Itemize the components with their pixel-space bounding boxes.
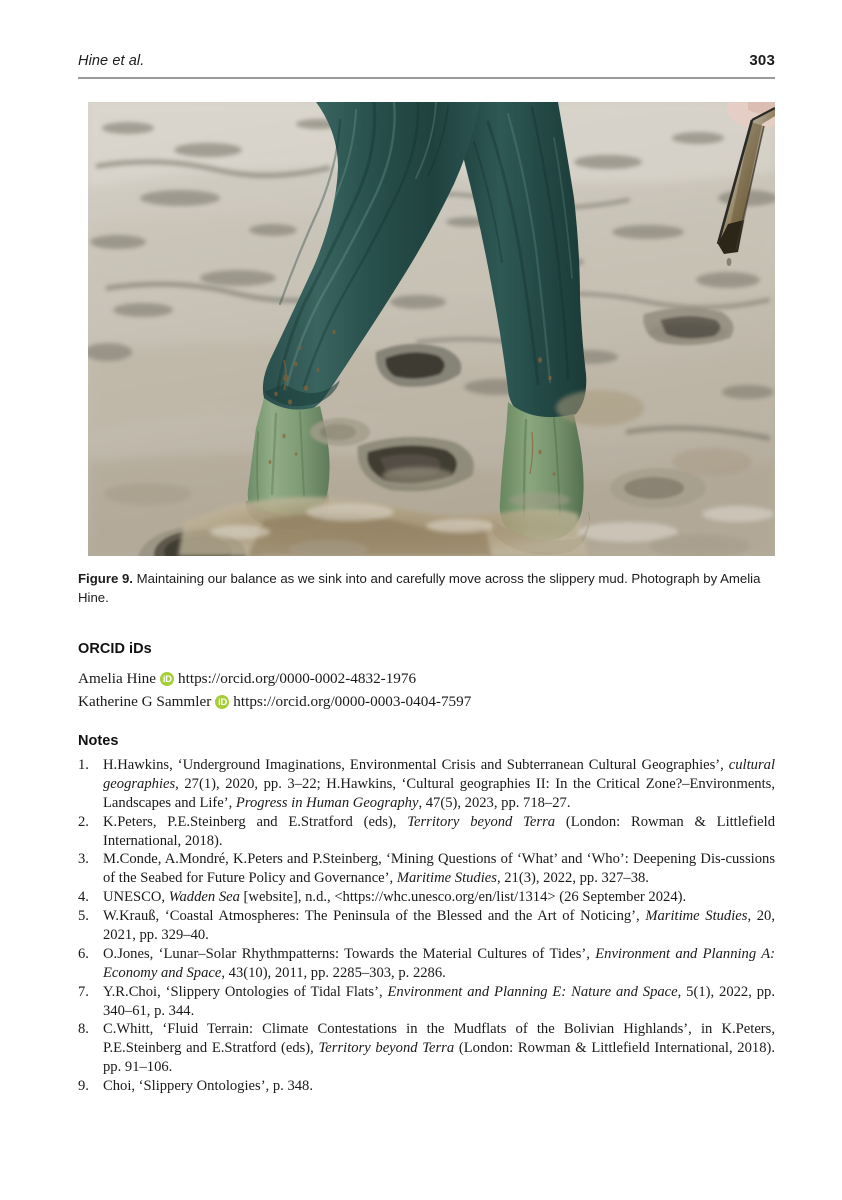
orcid-entry: [78, 667, 775, 690]
orcid-entry: [78, 690, 775, 713]
orcid-author-name: Amelia Hine: [78, 669, 157, 687]
notes-section-heading: Notes: [78, 733, 119, 749]
note-text: Y.R.Choi, ‘Slippery Ontologies of Tidal Flats’, Environment and Planning E: Nature and Space, 5(1), 2022, pp. 340–61, p. 344.: [103, 983, 775, 1019]
note-text: H.Hawkins, ‘Underground Imaginations, Environmental Crisis and Subterranean Cultural Geographies’, cultural geographies, 27(1), 2020, pp. 3–22; H.Hawkins, ‘Cultural geographies II: In the Critical Zone?–Environments, Landscapes and Life’, Progress in Human Geography, 47(5), 2023, pp. 718–27.: [103, 757, 775, 811]
photograph-illustration: [88, 102, 775, 556]
running-head: [78, 52, 775, 69]
note-item: [78, 983, 775, 1021]
running-head-title: Hine et al.: [78, 53, 145, 69]
note-number: 8.: [78, 1021, 89, 1038]
figure-caption-text: Maintaining our balance as we sink into and carefully move across the slippery mud. Photograph by Amelia Hine.: [78, 571, 761, 605]
note-number: 6.: [78, 945, 89, 962]
note-item: [78, 756, 775, 813]
notes-list: [78, 756, 775, 1096]
orcid-author-name: Katherine G Sammler: [78, 692, 212, 710]
page-number: 303: [749, 52, 775, 69]
orcid-link[interactable]: https://orcid.org/0000-0003-0404-7597: [233, 692, 472, 710]
orcid-id-icon: iD: [160, 672, 174, 686]
note-item: [78, 907, 775, 945]
orcid-link[interactable]: https://orcid.org/0000-0002-4832-1976: [178, 669, 417, 687]
note-number: 2.: [78, 813, 89, 830]
note-item: [78, 1077, 775, 1096]
figure-9: [88, 102, 775, 556]
note-number: 5.: [78, 908, 89, 925]
note-item: [78, 945, 775, 983]
orcid-section-heading: ORCID iDs: [78, 641, 152, 657]
figure-photograph: [88, 102, 775, 556]
note-text: M.Conde, A.Mondré, K.Peters and P.Steinberg, ‘Mining Questions of ‘What’ and ‘Who’: Deepening Dis-cussions of the Seabed for Future Policy and Governance’, Maritime Studies, 21(3), 2022, pp. 327–38.: [103, 851, 775, 887]
note-number: 1.: [78, 757, 89, 773]
note-text: UNESCO, Wadden Sea [website], n.d., <https://whc.unesco.org/en/list/1314> (26 September 2024).: [103, 889, 687, 906]
orcid-id-list: [78, 667, 775, 713]
note-text: C.Whitt, ‘Fluid Terrain: Climate Contestations in the Mudflats of the Bolivian Highlands’, in K.Peters, P.E.Steinberg and E.Stratford (eds), Territory beyond Terra (London: Rowman & Littlefield International, 2018). pp. 91–106.: [103, 1021, 775, 1076]
note-number: 4.: [78, 889, 89, 906]
note-text: K.Peters, P.E.Steinberg and E.Stratford (eds), Territory beyond Terra (London: Rowman & Littlefield International, 2018).: [103, 813, 776, 849]
figure-caption: [78, 570, 775, 607]
note-text: W.Krauß, ‘Coastal Atmospheres: The Peninsula of the Blessed and the Art of Noticing’, Maritime Studies, 20, 2021, pp. 329–40.: [103, 908, 775, 944]
note-number: 9.: [78, 1078, 89, 1095]
note-item: [78, 850, 775, 888]
header-rule: [78, 77, 775, 79]
figure-caption-label: Figure 9.: [78, 571, 133, 586]
note-text: O.Jones, ‘Lunar–Solar Rhythmpatterns: Towards the Material Cultures of Tides’, Environment and Planning A: Economy and Space, 43(10), 2011, pp. 2285–303, p. 2286.: [103, 945, 776, 981]
note-item: [78, 1020, 775, 1077]
note-item: [78, 813, 775, 851]
note-text: Choi, ‘Slippery Ontologies’, p. 348.: [103, 1078, 313, 1095]
note-number: 3.: [78, 851, 89, 868]
orcid-id-icon: iD: [215, 695, 229, 709]
note-item: [78, 888, 775, 907]
note-number: 7.: [78, 983, 89, 1000]
